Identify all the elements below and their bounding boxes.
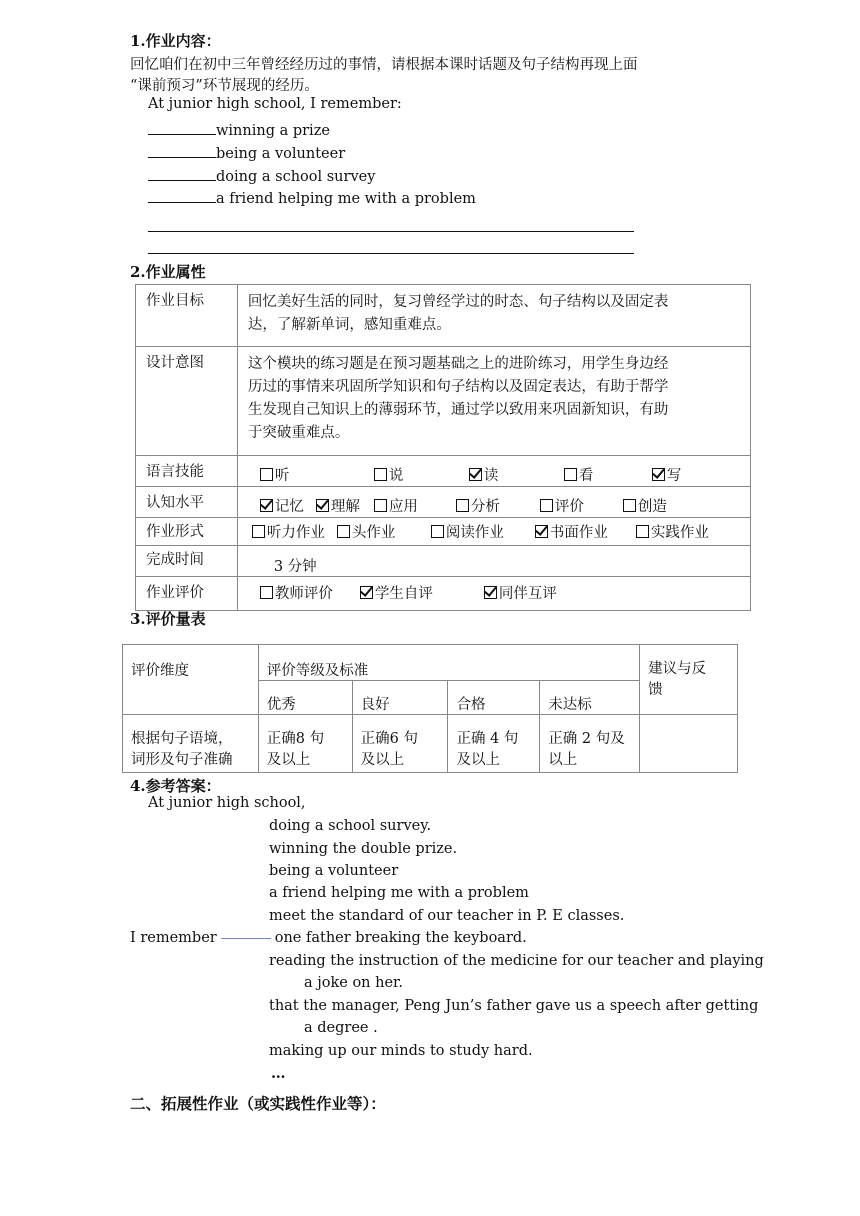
- answer-line: doing a school survey.: [269, 818, 432, 834]
- checkbox-icon[interactable]: [252, 525, 265, 538]
- grade-header: 评价等级及标准: [258, 645, 639, 681]
- section1-prompt: At junior high school, I remember:: [148, 96, 402, 112]
- answer-line: one father breaking the keyboard.: [274, 930, 527, 946]
- checkbox-icon[interactable]: [374, 499, 387, 512]
- section4-title: 4.参考答案：: [130, 777, 221, 795]
- checkbox-checked-icon[interactable]: [469, 468, 482, 481]
- evaluation-label: 作业评价: [136, 577, 238, 611]
- checkbox-icon[interactable]: [540, 499, 553, 512]
- checkbox-checked-icon[interactable]: [260, 499, 273, 512]
- writing-line[interactable]: [148, 231, 634, 232]
- section1-intro-line2: “课前预习”环节展现的经历。: [130, 78, 319, 94]
- feedback-cell[interactable]: [640, 715, 738, 773]
- section1-title: 1.作业内容：: [130, 32, 221, 50]
- criteria-fail: 正确 2 句及 以上: [540, 715, 640, 773]
- remember-row: [130, 930, 527, 946]
- answer-line: making up our minds to study hard.: [269, 1043, 533, 1059]
- row-dimension: 根据句子语境， 词形及句子准确: [123, 715, 259, 773]
- form-label: 作业形式: [136, 518, 238, 546]
- checkbox-icon[interactable]: [564, 468, 577, 481]
- fill-item: being a volunteer: [148, 145, 345, 162]
- answer-blank[interactable]: [148, 122, 216, 135]
- remember-label: I remember: [130, 930, 217, 946]
- answer-line: that the manager, Peng Jun’s father gave us a speech after getting: [269, 998, 759, 1014]
- criteria-pass: 正确 4 句 及以上: [448, 715, 540, 773]
- checkbox-checked-icon[interactable]: [484, 586, 497, 599]
- fill-item: winning a prize: [148, 122, 330, 139]
- skill-label: 语言技能: [136, 456, 238, 487]
- section3-title: 3.评价量表: [130, 610, 206, 628]
- section5-title: 二、拓展性作业（或实践性作业等）：: [130, 1094, 386, 1113]
- answer-line: meet the standard of our teacher in P. E classes.: [269, 908, 625, 924]
- connector-line: [221, 938, 271, 939]
- dimension-header: 评价维度: [123, 645, 259, 715]
- checkbox-icon[interactable]: [623, 499, 636, 512]
- evaluation-options: 教师评价 学生自评 同伴互评: [237, 577, 750, 611]
- section2-title: 2.作业属性: [130, 263, 206, 281]
- design-label: 设计意图: [136, 347, 238, 456]
- answer-opening: At junior high school,: [148, 795, 306, 811]
- answer-line: reading the instruction of the medicine for our teacher and playing: [269, 953, 764, 969]
- cognition-options: 记忆 理解 应用 分析 评价 创造: [237, 487, 750, 518]
- checkbox-icon[interactable]: [337, 525, 350, 538]
- section1-intro-line1: 回忆咱们在初中三年曾经经历过的事情，请根据本课时话题及句子结构再现上面: [130, 57, 638, 73]
- fill-item: a friend helping me with a problem: [148, 190, 476, 207]
- checkbox-icon[interactable]: [260, 468, 273, 481]
- evaluation-rubric-table: [122, 644, 738, 773]
- answer-blank[interactable]: [148, 168, 216, 181]
- answer-line: winning the double prize.: [269, 841, 458, 857]
- answer-line-continued: a degree .: [304, 1020, 378, 1036]
- cognition-label: 认知水平: [136, 487, 238, 518]
- level-pass: 合格: [448, 681, 540, 715]
- checkbox-icon[interactable]: [456, 499, 469, 512]
- attribute-table: [135, 284, 751, 611]
- goal-label: 作业目标: [136, 285, 238, 347]
- checkbox-checked-icon[interactable]: [535, 525, 548, 538]
- checkbox-checked-icon[interactable]: [316, 499, 329, 512]
- writing-line[interactable]: [148, 253, 634, 254]
- form-options: 听力作业 头作业 阅读作业 书面作业 实践作业: [237, 518, 750, 546]
- level-fail: 未达标: [540, 681, 640, 715]
- criteria-good: 正确6 句 及以上: [352, 715, 448, 773]
- answer-line-continued: a joke on her.: [304, 975, 404, 991]
- checkbox-checked-icon[interactable]: [360, 586, 373, 599]
- checkbox-icon[interactable]: [260, 586, 273, 599]
- checkbox-icon[interactable]: [636, 525, 649, 538]
- feedback-header: 建议与反 馈: [640, 645, 738, 715]
- fill-item: doing a school survey: [148, 168, 375, 185]
- level-good: 良好: [352, 681, 448, 715]
- time-value: 3 分钟: [237, 546, 750, 577]
- checkbox-icon[interactable]: [374, 468, 387, 481]
- answer-line: being a volunteer: [269, 863, 399, 879]
- answer-blank[interactable]: [148, 145, 216, 158]
- goal-text: 回忆美好生活的同时，复习曾经学过的时态、句子结构以及固定表 达，了解新单词，感知重难点。: [237, 285, 750, 347]
- skill-options: 听 说 读 看 写: [237, 456, 750, 487]
- design-text: 这个模块的练习题是在预习题基础之上的进阶练习，用学生身边经 历过的事情来巩固所学知识和句子结构以及固定表达，有助于帮学 生发现自己知识上的薄弱环节，通过学以致用来巩固新知识，有助 于突破重难点。: [237, 347, 750, 456]
- level-excellent: 优秀: [258, 681, 352, 715]
- answer-line: a friend helping me with a problem: [269, 885, 529, 901]
- answer-blank[interactable]: [148, 190, 216, 203]
- checkbox-icon[interactable]: [431, 525, 444, 538]
- answer-ellipsis: …: [271, 1065, 286, 1082]
- criteria-excellent: 正确8 句 及以上: [258, 715, 352, 773]
- time-label: 完成时间: [136, 546, 238, 577]
- checkbox-checked-icon[interactable]: [652, 468, 665, 481]
